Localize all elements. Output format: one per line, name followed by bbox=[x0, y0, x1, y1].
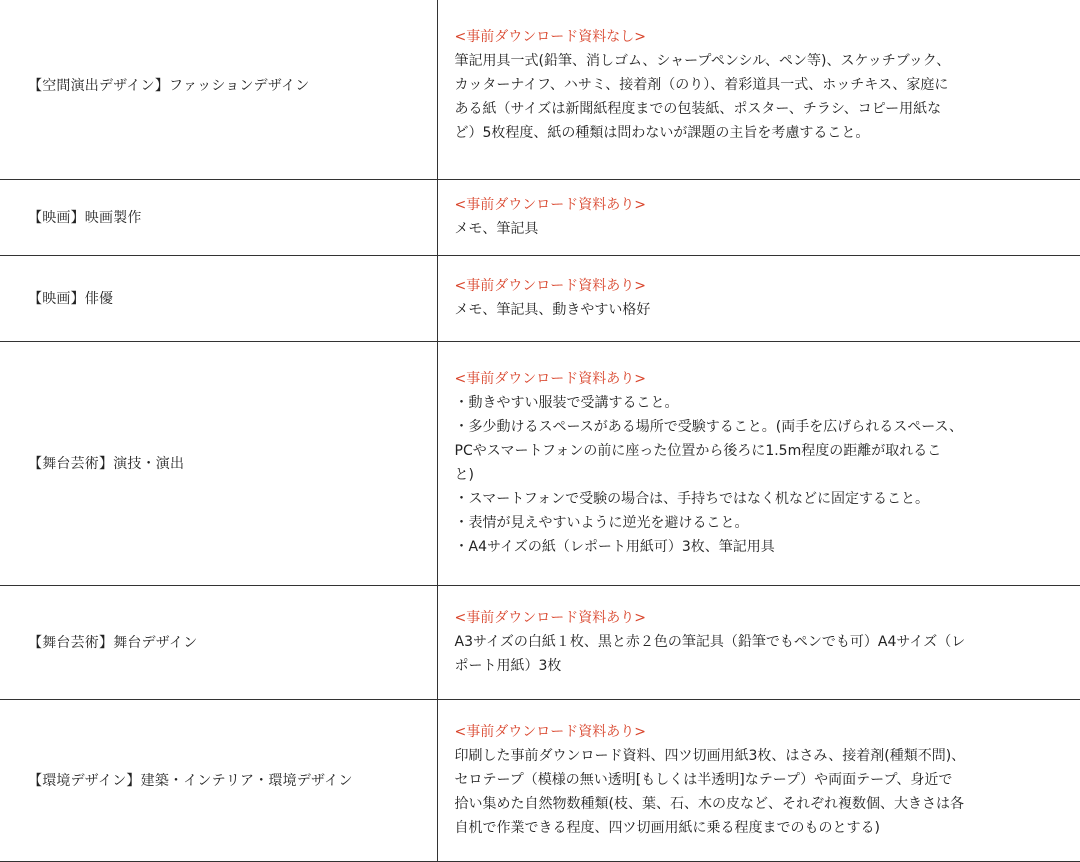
item-line: A3サイズの白紙１枚、黒と赤２色の筆記具（鉛筆でもペンでも可）A4サイズ（レ bbox=[454, 634, 966, 650]
subject-cell: 【環境デザイン】建築・インテリア・環境デザイン bbox=[0, 699, 437, 861]
table-row bbox=[0, 699, 1080, 861]
table-row bbox=[0, 341, 1080, 585]
items-cell bbox=[437, 341, 1080, 585]
item-line: ・多少動けるスペースがある場所で受験すること。(両手を広げられるスペース、 bbox=[454, 419, 963, 435]
items-cell bbox=[437, 255, 1080, 341]
item-line: ど）5枚程度、紙の種類は問わないが課題の主旨を考慮すること。 bbox=[454, 125, 870, 142]
item-line: ある紙（サイズは新聞紙程度までの包装紙、ポスター、チラシ、コピー用紙な bbox=[454, 101, 942, 118]
items-cell bbox=[437, 179, 1080, 255]
item-line: セロテープ（模様の無い透明[もしくは半透明]なテープ）や両面テープ、身近で bbox=[454, 772, 953, 788]
items-cell bbox=[437, 699, 1080, 861]
item-line: ポート用紙）3枚 bbox=[454, 658, 562, 674]
item-line: カッターナイフ、ハサミ、接着剤（のり）、着彩道具一式、ホッチキス、家庭に bbox=[454, 77, 949, 94]
download-note: <事前ダウンロード資料あり> bbox=[454, 371, 646, 387]
items-cell bbox=[437, 0, 1080, 179]
item-line: PCやスマートフォンの前に座った位置から後ろに1.5m程度の距離が取れるこ bbox=[454, 443, 942, 459]
table-row bbox=[0, 255, 1080, 341]
download-note: <事前ダウンロード資料あり> bbox=[454, 610, 646, 626]
items-cell bbox=[437, 585, 1080, 699]
item-line: ・動きやすい服装で受講すること。 bbox=[454, 395, 679, 411]
item-line: 印刷した事前ダウンロード資料、四ツ切画用紙3枚、はさみ、接着剤(種類不問)、 bbox=[454, 748, 966, 764]
download-note: <事前ダウンロード資料あり> bbox=[454, 724, 646, 740]
subject-cell: 【空間演出デザイン】ファッションデザイン bbox=[0, 0, 437, 179]
item-line: メモ、筆記具、動きやすい格好 bbox=[454, 302, 651, 318]
item-line: ・A4サイズの紙（レポート用紙可）3枚、筆記用具 bbox=[454, 539, 775, 555]
subject-cell: 【舞台芸術】演技・演出 bbox=[0, 341, 437, 585]
item-line: 自机で作業できる程度、四ツ切画用紙に乗る程度までのものとする) bbox=[454, 820, 880, 836]
table-row bbox=[0, 585, 1080, 699]
table-row bbox=[0, 179, 1080, 255]
item-line: ・表情が見えやすいように逆光を避けること。 bbox=[454, 515, 749, 531]
download-note: <事前ダウンロード資料あり> bbox=[454, 197, 646, 213]
subject-cell: 【舞台芸術】舞台デザイン bbox=[0, 585, 437, 699]
item-line: と) bbox=[454, 467, 474, 483]
item-line: 筆記用具一式(鉛筆、消しゴム、シャープペンシル、ペン等)、スケッチブック、 bbox=[454, 53, 951, 70]
item-line: ・スマートフォンで受験の場合は、手持ちではなく机などに固定すること。 bbox=[454, 491, 929, 507]
item-line: 拾い集めた自然物数種類(枝、葉、石、木の皮など、それぞれ複数個、大きさは各 bbox=[454, 796, 964, 812]
download-note: <事前ダウンロード資料あり> bbox=[454, 278, 646, 294]
item-line: メモ、筆記具 bbox=[454, 221, 539, 237]
subject-cell: 【映画】俳優 bbox=[0, 255, 437, 341]
download-note: <事前ダウンロード資料なし> bbox=[454, 29, 646, 46]
subject-cell: 【映画】映画製作 bbox=[0, 179, 437, 255]
table-row bbox=[0, 0, 1080, 179]
